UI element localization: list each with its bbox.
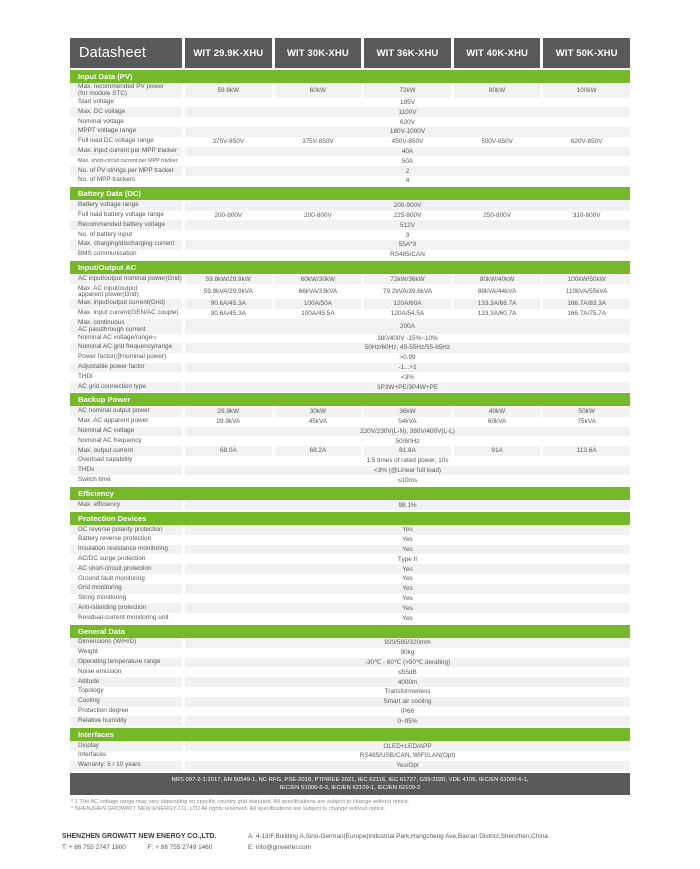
spec-label: Operating temperature range <box>70 658 182 668</box>
section-header: General Data <box>70 625 630 638</box>
spec-label: Cooling <box>70 697 182 707</box>
spec-label: Anti-islanding protection <box>70 603 182 613</box>
spec-value: 200-900V <box>185 201 630 211</box>
spec-row <box>70 333 630 343</box>
spec-label: Altitude <box>70 677 182 687</box>
spec-label: Topology <box>78 687 104 695</box>
model-column-header: WIT 50K-XHU <box>543 38 630 68</box>
spec-value: 200-800V <box>214 211 243 219</box>
spec-value: 375V-850V <box>302 138 334 146</box>
spec-row <box>70 275 630 285</box>
spec-label: Max. DC voltage <box>70 107 182 117</box>
spec-row <box>70 382 630 392</box>
spec-value: 195V <box>400 98 415 106</box>
spec-row <box>70 554 630 564</box>
spec-value: 98.1% <box>185 500 630 510</box>
spec-row <box>70 584 630 594</box>
spec-label: Max. charging/discharging current <box>70 240 182 250</box>
spec-value: 3P3W+PE/3P4W+PE <box>185 382 630 392</box>
spec-row <box>70 436 630 446</box>
spec-label: String monitoring <box>78 594 127 602</box>
spec-label: THDv <box>70 466 182 476</box>
spec-value: 1100V <box>185 107 630 117</box>
spec-row <box>70 677 630 687</box>
spec-label: Weight <box>78 648 98 656</box>
spec-value: >0.99 <box>399 354 416 362</box>
spec-value: 200-800V <box>304 211 332 219</box>
spec-value: -30℃ - 60℃ (>50℃ derating) <box>185 658 630 668</box>
spec-value: 30kW <box>275 407 362 417</box>
spec-value: Yes <box>185 603 630 613</box>
spec-value: RS485/USB/CAN, WIFI/LAN(Opt) <box>359 752 456 760</box>
spec-row <box>70 761 630 771</box>
spec-row <box>70 648 630 658</box>
spec-label: No. of PV strings per MPP tracker <box>70 166 182 176</box>
spec-label: Full load DC voltage range <box>78 137 154 145</box>
section-header: Interfaces <box>70 728 630 741</box>
spec-label: Max. input current per MPP tracker <box>70 147 182 157</box>
spec-row <box>70 594 630 604</box>
spec-label: No. of MPP trackers <box>78 176 136 184</box>
spec-row <box>70 525 630 535</box>
spec-value: Type II <box>397 555 418 563</box>
spec-row <box>70 83 630 98</box>
spec-value: 120A/54.5A <box>390 310 425 318</box>
spec-value: 54kVA <box>398 418 417 426</box>
spec-label: Nominal AC grid frequency/range <box>70 343 182 353</box>
spec-row <box>70 147 630 157</box>
spec-value: 40A <box>185 147 630 157</box>
certifications-bar <box>70 773 630 795</box>
spec-label: Interfaces <box>78 751 107 759</box>
spec-value: 60kW <box>275 83 362 98</box>
spec-row <box>70 716 630 726</box>
spec-label: Residual-current monitoring unit <box>78 613 169 621</box>
spec-value: 29.9kVA <box>216 418 241 426</box>
spec-value: 90kg <box>400 649 415 657</box>
spec-row <box>70 658 630 668</box>
spec-label: Start voltage <box>78 98 114 106</box>
spec-value: 1.5 times of rated power, 10s <box>366 457 449 465</box>
spec-row <box>70 201 630 211</box>
spec-value: Yes <box>402 614 413 622</box>
spec-value: Yes <box>185 584 630 594</box>
spec-row <box>70 545 630 555</box>
spec-value: 133.3A/66.7A <box>454 299 541 309</box>
spec-value: Yes <box>185 545 630 555</box>
spec-value: 100A/50A <box>275 299 362 309</box>
spec-label: Nominal AC voltage/range *1 <box>78 333 157 341</box>
spec-row <box>70 127 630 137</box>
spec-value: 59.8kVA/29.9kVA <box>203 288 253 296</box>
spec-row <box>70 446 630 456</box>
spec-label: BMS communication <box>78 250 137 258</box>
spec-row <box>70 687 630 697</box>
spec-value: 100kW/50kW <box>543 275 630 285</box>
spec-value: 81.8A <box>364 446 451 456</box>
spec-label: Recommended battery voltage <box>70 220 182 230</box>
spec-value: 79.2kVA/39.6kVA <box>382 288 433 296</box>
phone-fax-row <box>62 844 248 851</box>
spec-row <box>70 638 630 648</box>
spec-label: Protection degree <box>78 707 129 715</box>
spec-value: 72kW <box>364 83 451 98</box>
spec-label: Insulation resistance monitoring <box>70 545 182 555</box>
model-column-header: WIT 30K-XHU <box>275 38 362 68</box>
spec-label: Dimensions (W/H/D) <box>70 638 182 648</box>
spec-value: 75kVA <box>577 418 596 426</box>
spec-label: Max. continuous AC passthrough current <box>70 319 182 334</box>
section-header: Efficiency <box>70 487 630 500</box>
spec-row <box>70 220 630 230</box>
datasheet-table <box>70 70 630 771</box>
section-header: Input/Output AC <box>70 261 630 274</box>
spec-value: Yes <box>402 575 413 583</box>
spec-label: Grid monitoring <box>70 584 182 594</box>
spec-row <box>70 211 630 221</box>
spec-value: Smart air cooling <box>185 697 630 707</box>
spec-value: Yes <box>402 595 413 603</box>
model-column-header: WIT 36K-XHU <box>364 38 451 68</box>
spec-value: 3 <box>405 231 410 239</box>
spec-value: 80kW <box>454 83 541 98</box>
spec-label: Nominal AC frequency <box>78 436 142 444</box>
spec-value: 80kW/40kW <box>454 275 541 285</box>
spec-value: RS485/CAN <box>390 251 425 259</box>
company-address: A: 4-13/F,Building A,Sino-German(Europe)Industrial Park,Hangcheng Ave,Bao'an District,Shenzhen,China <box>248 833 548 840</box>
spec-value: IP66 <box>400 708 415 716</box>
spec-value: 375V-850V <box>212 138 245 146</box>
spec-label: Overload capability <box>78 456 133 464</box>
spec-value: 113.6A <box>543 446 630 456</box>
spec-row <box>70 372 630 382</box>
footnote-line: * SHENZHEN GROWATT NEW ENERGY CO.,LTD All rights reserved. All specifications are subject to change without notice. <box>71 806 386 813</box>
spec-value: 166.7A/75.7A <box>567 310 607 318</box>
spec-row <box>70 230 630 240</box>
spec-value: Yes <box>402 536 413 544</box>
spec-value: 620V <box>400 118 415 126</box>
spec-label: Adjustable power factor <box>70 363 182 373</box>
spec-value: 100A/45.5A <box>301 310 335 318</box>
spec-value: 4000m <box>185 677 630 687</box>
spec-label: AC input/output nominal power(Grid) <box>70 275 182 285</box>
spec-row <box>70 564 630 574</box>
spec-row <box>70 117 630 127</box>
spec-value: <3% <box>401 373 414 381</box>
spec-value: Yes/Opt <box>185 761 630 771</box>
spec-value: 36kW <box>364 407 451 417</box>
spec-value: 55A*3 <box>185 240 630 250</box>
spec-label: AC nominal output power <box>70 407 182 417</box>
spec-value: 60kW/30kW <box>275 275 362 285</box>
spec-label: Max. efficiency <box>70 500 182 510</box>
spec-value: 180V-1000V <box>185 127 630 137</box>
spec-label: Noise emission <box>78 667 122 675</box>
spec-label: AC short-circuit protection <box>70 564 182 574</box>
spec-row <box>70 456 630 466</box>
spec-row <box>70 363 630 373</box>
spec-row <box>70 299 630 309</box>
spec-label: Power factor(@nominal power) <box>78 353 167 361</box>
spec-row <box>70 417 630 427</box>
spec-value: 50Hz/60Hz, 45-55Hz/55-65Hz <box>185 343 630 353</box>
spec-value: 450V-850V <box>391 138 424 146</box>
section-header: Protection Devices <box>70 512 630 525</box>
company-fax: F: + 86 755 2749 1460 <box>147 844 213 851</box>
spec-value: 380/400V -15%~10% <box>377 334 438 342</box>
spec-label: Display <box>70 741 182 751</box>
spec-value: 91A <box>454 446 541 456</box>
spec-row <box>70 107 630 117</box>
spec-value: 50kW <box>543 407 630 417</box>
spec-row <box>70 613 630 623</box>
spec-row <box>70 166 630 176</box>
model-column-header: WIT 29.9K-XHU <box>185 38 272 68</box>
spec-label: Max. AC input/output apparent power(Grid) <box>78 284 139 299</box>
footnotes <box>71 799 410 814</box>
spec-value: 4 <box>405 177 410 185</box>
spec-row <box>70 407 630 417</box>
spec-value: 90.6A/45.3A <box>210 310 246 318</box>
spec-value: ≤55dB <box>398 668 417 676</box>
spec-value: 68.2A <box>275 446 362 456</box>
spec-row <box>70 741 630 751</box>
section-header: Battery Data (DC) <box>70 187 630 200</box>
spec-value: 29.9kW <box>185 407 272 417</box>
spec-value: 110kVA/55kVA <box>565 288 608 296</box>
spec-label: Warranty: 5 / 10 years <box>70 761 182 771</box>
spec-row <box>70 353 630 363</box>
spec-row <box>70 475 630 485</box>
masthead <box>70 38 630 68</box>
spec-row <box>70 751 630 761</box>
spec-label: Battery reverse protection <box>78 535 152 543</box>
spec-row <box>70 176 630 186</box>
spec-value: 920/585/320mm <box>185 638 630 648</box>
company-tel: T: + 86 755 2747 1900 <box>62 844 126 851</box>
spec-value: 620V-850V <box>570 138 603 146</box>
spec-label: Relative humidity <box>70 716 182 726</box>
spec-row <box>70 574 630 584</box>
section-header: Backup Power <box>70 393 630 406</box>
spec-row <box>70 466 630 476</box>
footnote-line: * 1 The AC voltage range may vary depending on specific country grid standard. All specifications are subject to change without notice. <box>71 799 410 805</box>
spec-row <box>70 319 630 334</box>
spec-value: 166.7A/83.3A <box>543 299 630 309</box>
spec-value: 66kVA/33kVA <box>298 288 338 296</box>
page-title: Datasheet <box>70 38 182 68</box>
spec-label: AC/DC surge protection <box>78 554 146 562</box>
spec-row <box>70 707 630 717</box>
spec-label: Max. recommended PV power (for module STC) <box>70 83 182 98</box>
spec-row <box>70 98 630 108</box>
spec-row <box>70 137 630 147</box>
spec-value: <3% (@Linear full load) <box>185 466 630 476</box>
spec-row <box>70 284 630 299</box>
company-name: SHENZHEN GROWATT NEW ENERGY CO.,LTD. <box>62 833 217 840</box>
spec-row <box>70 250 630 260</box>
spec-label: Nominal voltage <box>78 117 124 125</box>
certifications-line-2: IEC/EN 61000-6-3, IEC/EN 62109-1, IEC/EN 62109-2 <box>279 785 421 792</box>
spec-value: Transformerless <box>384 688 431 696</box>
spec-label: Switch time <box>78 475 111 483</box>
spec-row <box>70 427 630 437</box>
spec-value: 59.8kW <box>185 83 272 98</box>
spec-value: OLED+LED/APP <box>185 741 630 751</box>
spec-label: Max. AC apparent power <box>78 417 149 425</box>
spec-value: 500V-850V <box>481 138 513 146</box>
spec-label: MPPT voltage range <box>70 127 182 137</box>
spec-value: 220V/230V(L-N), 380V/400V(L-L) <box>185 427 630 437</box>
spec-value: 310-800V <box>572 211 601 219</box>
spec-label: Max. input/output current(Grid) <box>70 299 182 309</box>
spec-row <box>70 156 630 166</box>
spec-label: No. of battery input <box>78 230 132 238</box>
spec-value: 0~95% <box>185 716 630 726</box>
spec-value: 200A <box>185 319 630 334</box>
certifications-line-1: NRS 097-2-1:2017, EN 50549-1, NC RFG, PSE-2018, PTPiREE-2021, IEC 62116, IEC 61727, G99:2020, VDE 4105, IEC/EN 61000-6-1, <box>171 777 529 784</box>
spec-row <box>70 343 630 353</box>
spec-label: Battery voltage range <box>70 201 182 211</box>
datasheet-page <box>70 38 630 795</box>
spec-row <box>70 240 630 250</box>
spec-value: 60kVA <box>487 418 507 426</box>
spec-value: 88kVA/44kVA <box>477 288 517 296</box>
model-column-header: WIT 40K-XHU <box>454 38 541 68</box>
section-header: Input Data (PV) <box>70 70 630 83</box>
spec-row <box>70 603 630 613</box>
spec-value: 2 <box>185 166 630 176</box>
spec-value: 100kW <box>543 83 630 98</box>
spec-value: 50/60Hz <box>395 437 420 445</box>
spec-value: Yes <box>185 525 630 535</box>
spec-value: 68.0A <box>185 446 272 456</box>
spec-value: 40kW <box>454 407 541 417</box>
company-footer <box>62 833 642 851</box>
spec-value: 512V <box>185 220 630 230</box>
spec-label: Nominal AC voltage <box>70 427 182 437</box>
spec-value: 90.6A/45.3A <box>185 299 272 309</box>
spec-value: -1...+1 <box>185 363 630 373</box>
spec-row <box>70 309 630 319</box>
spec-value: 50A <box>401 157 414 165</box>
spec-row <box>70 535 630 545</box>
spec-value: ≤10ms <box>397 476 418 484</box>
spec-label: THDi <box>78 372 93 380</box>
company-email: E: info@ginverter.com <box>248 844 311 851</box>
spec-label: DC reverse polarity protection <box>70 525 182 535</box>
spec-value: 59.8kW/29.9kW <box>185 275 272 285</box>
spec-value: 250-800V <box>483 211 511 219</box>
spec-label: AC grid connection type <box>70 382 182 392</box>
spec-value: 225-800V <box>393 211 422 219</box>
spec-value: 133.3A/60.7A <box>477 310 517 318</box>
spec-label: Max. short-circuit current per MPP tracker <box>78 157 178 164</box>
spec-row <box>70 697 630 707</box>
spec-value: Yes <box>185 564 630 574</box>
spec-row <box>70 667 630 677</box>
spec-row <box>70 500 630 510</box>
spec-value: 120A/60A <box>364 299 451 309</box>
spec-label: Max. output current <box>70 446 182 456</box>
spec-value: 72kW/36kW <box>364 275 451 285</box>
spec-label: Max. input current(GEN/AC couple) <box>78 309 179 317</box>
spec-value: 45kVA <box>308 418 328 426</box>
spec-label: Ground fault monitoring <box>78 574 145 582</box>
spec-label: Full load battery voltage range <box>78 211 164 218</box>
